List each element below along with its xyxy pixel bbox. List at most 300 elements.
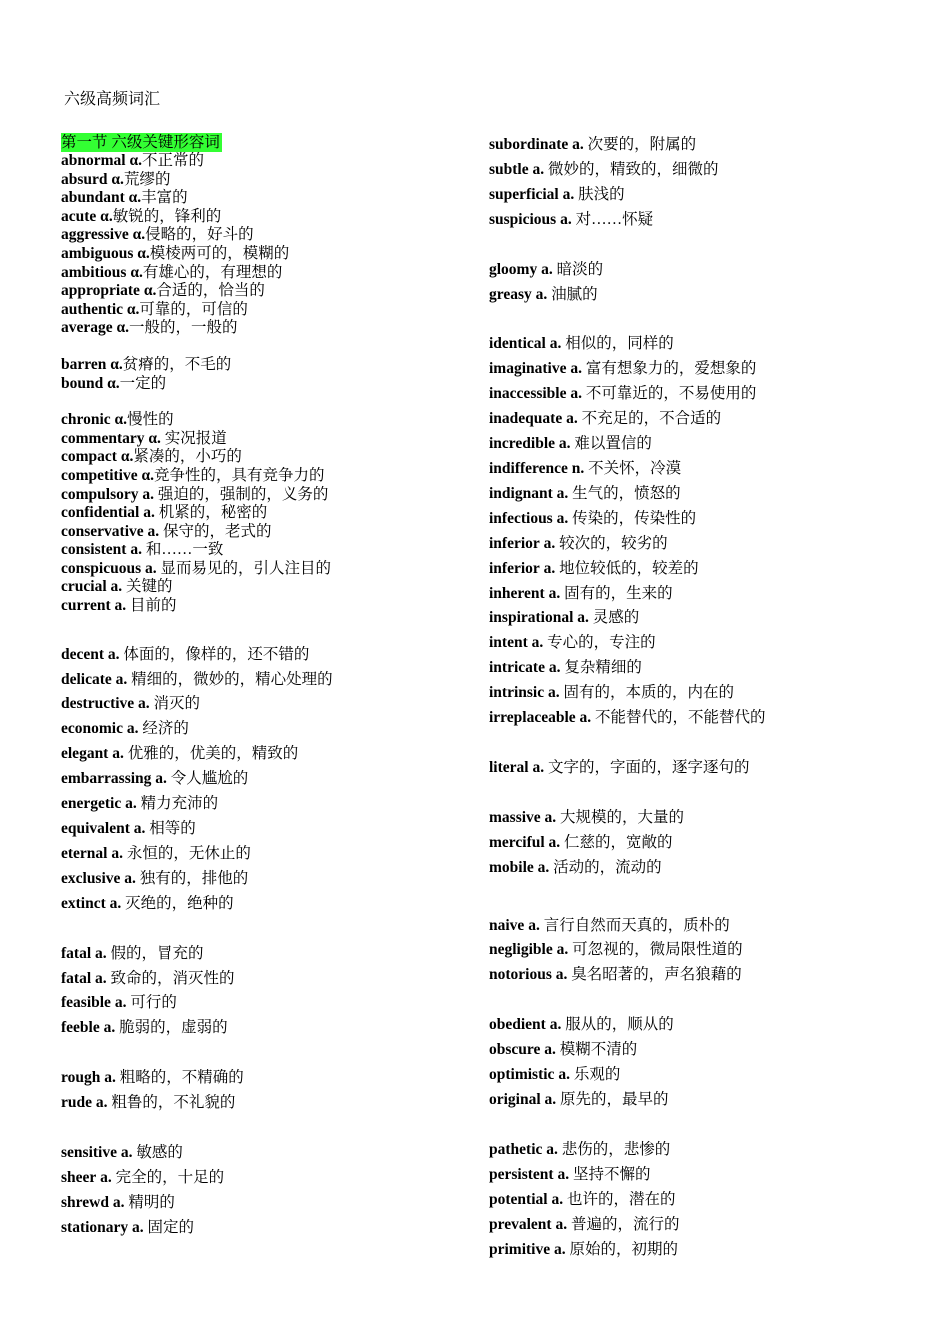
vocab-definition: 显而易见的，引人注目的 xyxy=(156,559,332,577)
vocab-word: ambitious xyxy=(61,263,127,281)
vocab-definition: 贫瘠的，不毛的 xyxy=(122,355,232,373)
vocab-word: subtle xyxy=(489,160,529,178)
vocab-entry xyxy=(61,264,461,283)
part-of-speech: a. xyxy=(110,578,123,596)
part-of-speech: a. xyxy=(570,385,582,403)
vocab-word: economic xyxy=(61,720,123,738)
vocab-word: literal xyxy=(489,758,529,776)
vocab-definition: 强迫的，强制的，义务的 xyxy=(154,485,329,503)
part-of-speech: a. xyxy=(120,1144,133,1162)
vocab-definition: 乐观的 xyxy=(569,1066,621,1084)
vocab-entry xyxy=(489,1138,929,1163)
vocab-definition: 可忽视的，微局限性道的 xyxy=(568,941,743,959)
vocab-entry xyxy=(489,1013,929,1038)
part-of-speech: a. xyxy=(133,820,146,837)
vocab-entry xyxy=(489,357,929,382)
vocab-word: appropriate xyxy=(61,282,140,300)
vocab-definition: 言行自然而天真的，质朴的 xyxy=(539,916,730,934)
vocab-word: ambiguous xyxy=(61,244,134,262)
vocab-entry xyxy=(489,963,929,988)
part-of-speech: a. xyxy=(531,634,544,652)
vocab-entry xyxy=(61,717,461,742)
part-of-speech: a. xyxy=(572,136,584,153)
vocab-word: bound xyxy=(61,374,104,392)
vocab-word: sheer xyxy=(61,1168,97,1186)
part-of-speech: α. xyxy=(126,300,140,318)
part-of-speech: a. xyxy=(570,360,582,378)
vocab-word: original xyxy=(489,1091,541,1108)
vocab-definition: 精细的，微妙的，精心处理的 xyxy=(127,670,333,688)
vocab-entry xyxy=(61,411,461,430)
vocab-definition: 肤浅的 xyxy=(574,185,625,203)
vocab-word: equivalent xyxy=(61,820,130,837)
part-of-speech: a. xyxy=(100,1168,112,1186)
vocab-definition: 传染的，传染性的 xyxy=(568,509,697,527)
part-of-speech: a. xyxy=(558,435,571,453)
vocab-word: embarrassing xyxy=(61,770,152,788)
vocab-definition: 生气的，愤怒的 xyxy=(568,484,681,502)
vocab-entry xyxy=(489,532,929,557)
vocab-entry xyxy=(489,1238,929,1263)
vocab-entry xyxy=(61,792,461,817)
vocab-word: greasy xyxy=(489,285,532,303)
vocab-entry xyxy=(61,1016,461,1041)
vocab-word: chronic xyxy=(61,411,111,429)
vocab-entry xyxy=(489,582,929,607)
part-of-speech: a. xyxy=(558,1066,570,1084)
part-of-speech: a. xyxy=(143,504,155,522)
vocab-entry xyxy=(489,1213,929,1238)
vocab-word: eternal xyxy=(61,844,108,862)
vocab-entry xyxy=(61,245,461,264)
vocab-word: competitive xyxy=(61,466,138,484)
vocab-definition: 活动的，流动的 xyxy=(549,858,662,876)
word-group xyxy=(61,942,461,1042)
vocab-entry xyxy=(61,375,461,394)
vocab-definition: 精明的 xyxy=(124,1193,175,1211)
vocab-entry xyxy=(61,301,461,320)
part-of-speech: a. xyxy=(528,916,540,934)
word-group xyxy=(489,1013,929,1113)
section-heading-row xyxy=(61,133,461,152)
document-title: 六级高频词汇 xyxy=(64,91,161,108)
part-of-speech: α. xyxy=(137,244,150,262)
vocab-entry xyxy=(61,1191,461,1216)
vocab-word: intrinsic xyxy=(489,684,545,702)
vocab-word: mobile xyxy=(489,858,534,876)
word-group xyxy=(489,258,929,308)
vocab-word: gloomy xyxy=(489,260,538,278)
word-group xyxy=(61,411,461,616)
vocab-word: intricate xyxy=(489,659,545,677)
vocab-word: acute xyxy=(61,207,97,225)
vocab-definition: 灵感的 xyxy=(588,609,640,627)
vocab-word: sensitive xyxy=(61,1144,117,1162)
vocab-definition: 较次的，较劣的 xyxy=(555,534,668,552)
part-of-speech: a. xyxy=(546,1140,558,1158)
vocab-word: negligible xyxy=(489,941,553,959)
vocab-definition: 关键的 xyxy=(122,578,173,596)
vocab-word: commentary xyxy=(61,429,145,447)
vocab-definition: 目前的 xyxy=(126,597,177,615)
part-of-speech: a. xyxy=(112,1193,125,1211)
vocab-word: irreplaceable xyxy=(489,709,576,727)
vocab-word: indifference xyxy=(489,459,568,477)
vocab-entry xyxy=(489,938,929,963)
vocab-word: delicate xyxy=(61,670,112,688)
part-of-speech: a. xyxy=(112,745,124,763)
vocab-entry xyxy=(61,486,461,505)
vocab-entry xyxy=(61,692,461,717)
vocab-word: compulsory xyxy=(61,485,139,503)
word-group xyxy=(489,1138,929,1263)
vocab-word: superficial xyxy=(489,185,559,203)
vocab-word: inherent xyxy=(489,584,545,602)
vocab-word: conservative xyxy=(61,522,144,540)
part-of-speech: a. xyxy=(579,709,592,727)
vocab-definition: 敏锐的，锋利的 xyxy=(112,207,222,225)
vocab-entry xyxy=(61,967,461,992)
vocab-definition: 竞争性的，具有竞争力的 xyxy=(154,466,325,484)
vocab-entry xyxy=(61,578,461,597)
vocab-entry xyxy=(489,382,929,407)
vocab-word: abnormal xyxy=(61,152,126,169)
part-of-speech: a. xyxy=(556,484,569,502)
part-of-speech: a. xyxy=(541,260,553,278)
vocab-definition: 和……一致 xyxy=(141,541,224,559)
vocab-definition: 慢性的 xyxy=(127,411,174,429)
vocab-word: imaginative xyxy=(489,360,567,378)
vocab-word: feeble xyxy=(61,1019,100,1037)
vocab-definition: 次要的，附属的 xyxy=(583,136,697,153)
vocab-definition: 敏感的 xyxy=(132,1144,183,1162)
part-of-speech: n. xyxy=(571,459,585,477)
vocab-entry xyxy=(61,152,461,171)
vocab-definition: 机紧的，秘密的 xyxy=(154,504,268,522)
vocab-word: optimistic xyxy=(489,1066,555,1084)
vocab-word: potential xyxy=(489,1190,548,1208)
left-word-groups xyxy=(61,152,461,1241)
vocab-word: inferior xyxy=(489,559,540,577)
vocab-definition: 不关怀，冷漠 xyxy=(584,459,682,477)
vocab-entry xyxy=(61,171,461,190)
word-group xyxy=(61,356,461,393)
part-of-speech: a. xyxy=(544,1041,556,1059)
vocab-entry xyxy=(489,1163,929,1188)
word-group xyxy=(489,133,929,233)
vocab-definition: 难以置信的 xyxy=(570,435,652,453)
part-of-speech: a. xyxy=(138,695,150,713)
vocab-definition: 不正常的 xyxy=(142,152,205,169)
vocab-word: pathetic xyxy=(489,1140,543,1158)
part-of-speech: α. xyxy=(110,355,123,373)
left-column xyxy=(61,133,461,1241)
section-heading: 第一节 六级关键形容词 xyxy=(61,134,220,151)
vocab-entry xyxy=(61,1166,461,1191)
vocab-word: compact xyxy=(61,448,117,466)
vocab-word: inaccessible xyxy=(489,385,567,403)
vocab-definition: 富有想象力的，爱想象的 xyxy=(582,360,757,378)
vocab-word: exclusive xyxy=(61,869,121,887)
vocab-definition: 荒缪的 xyxy=(123,170,171,188)
vocab-entry xyxy=(61,356,461,375)
vocab-definition: 不充足的，不合适的 xyxy=(577,410,722,428)
vocab-entry xyxy=(489,457,929,482)
vocab-definition: 侵略的，好斗的 xyxy=(145,226,254,244)
part-of-speech: a. xyxy=(548,659,561,677)
part-of-speech: α. xyxy=(120,448,134,466)
vocab-entry xyxy=(61,1066,461,1091)
vocab-word: primitive xyxy=(489,1240,551,1258)
vocab-entry xyxy=(61,189,461,208)
vocab-definition: 合适的，恰当的 xyxy=(156,282,265,300)
part-of-speech: a. xyxy=(560,210,572,228)
vocab-definition: 仁慈的，宽敞的 xyxy=(560,833,673,851)
vocab-definition: 固有的，生来的 xyxy=(560,584,673,602)
vocab-word: persistent xyxy=(489,1165,554,1183)
vocab-definition: 假的，冒充的 xyxy=(106,944,204,962)
part-of-speech: a. xyxy=(554,1240,566,1258)
part-of-speech: α. xyxy=(129,152,142,169)
part-of-speech: a. xyxy=(125,795,137,813)
word-group xyxy=(489,806,929,881)
part-of-speech: α. xyxy=(114,411,128,429)
vocab-entry xyxy=(61,742,461,767)
vocab-entry xyxy=(61,1141,461,1166)
vocab-word: suspicious xyxy=(489,210,557,228)
vocab-word: inadequate xyxy=(489,410,563,428)
vocab-word: rude xyxy=(61,1094,92,1112)
vocab-word: destructive xyxy=(61,695,135,713)
part-of-speech: a. xyxy=(549,1016,562,1034)
vocab-entry xyxy=(489,332,929,357)
part-of-speech: a. xyxy=(103,1019,116,1037)
vocab-entry xyxy=(61,767,461,792)
part-of-speech: α. xyxy=(148,429,161,447)
vocab-entry xyxy=(489,482,929,507)
vocab-definition: 令人尴尬的 xyxy=(166,770,249,788)
vocab-word: average xyxy=(61,319,113,337)
vocab-entry xyxy=(61,226,461,245)
vocab-definition: 也许的，潜在的 xyxy=(563,1190,676,1208)
vocab-entry xyxy=(489,756,929,781)
vocab-entry xyxy=(61,867,461,892)
vocab-definition: 原先的，最早的 xyxy=(556,1091,669,1108)
vocab-entry xyxy=(489,133,929,158)
part-of-speech: a. xyxy=(126,720,139,738)
vocab-entry xyxy=(489,283,929,308)
vocab-entry xyxy=(489,631,929,656)
vocab-entry xyxy=(61,942,461,967)
vocab-definition: 复杂精细的 xyxy=(560,659,642,677)
part-of-speech: a. xyxy=(532,160,545,178)
vocab-word: infectious xyxy=(489,509,553,527)
vocab-definition: 粗略的，不精确的 xyxy=(115,1069,244,1087)
part-of-speech: a. xyxy=(555,966,568,984)
vocab-definition: 相等的 xyxy=(145,820,196,837)
vocab-definition: 经济的 xyxy=(138,720,189,738)
part-of-speech: α. xyxy=(107,374,120,392)
vocab-entry xyxy=(489,1063,929,1088)
vocab-word: inspirational xyxy=(489,609,574,627)
part-of-speech: α. xyxy=(111,170,124,188)
vocab-definition: 原始的，初期的 xyxy=(565,1240,679,1258)
vocab-entry xyxy=(61,1091,461,1116)
vocab-definition: 坚持不懈的 xyxy=(569,1165,651,1183)
vocab-word: authentic xyxy=(61,300,123,318)
vocab-definition: 实况报道 xyxy=(160,429,227,447)
vocab-definition: 灭绝的，绝种的 xyxy=(121,894,234,912)
part-of-speech: α. xyxy=(116,319,130,337)
part-of-speech: α. xyxy=(100,207,113,225)
part-of-speech: a. xyxy=(543,559,556,577)
part-of-speech: a. xyxy=(130,541,142,559)
part-of-speech: α. xyxy=(143,282,157,300)
vocab-entry xyxy=(61,842,461,867)
vocab-word: elegant xyxy=(61,745,109,763)
vocab-entry xyxy=(489,258,929,283)
vocab-word: absurd xyxy=(61,170,108,188)
vocab-definition: 相似的，同样的 xyxy=(561,335,674,353)
part-of-speech: a. xyxy=(124,869,136,887)
part-of-speech: a. xyxy=(557,1165,570,1183)
vocab-definition: 模糊不清的 xyxy=(555,1041,638,1059)
vocab-definition: 固有的，本质的，内在的 xyxy=(559,684,735,702)
vocab-entry xyxy=(61,467,461,486)
right-column xyxy=(489,133,929,1262)
right-word-groups xyxy=(489,133,929,1262)
vocab-entry xyxy=(489,1088,929,1113)
part-of-speech: a. xyxy=(551,1190,564,1208)
part-of-speech: a. xyxy=(109,894,122,912)
vocab-word: subordinate xyxy=(489,136,569,153)
vocab-entry xyxy=(61,319,461,338)
part-of-speech: a. xyxy=(566,410,578,428)
vocab-entry xyxy=(61,541,461,560)
part-of-speech: a. xyxy=(111,844,123,862)
vocab-entry xyxy=(61,991,461,1016)
vocab-word: stationary xyxy=(61,1218,129,1236)
vocab-definition: 可靠的，可信的 xyxy=(139,300,248,318)
vocab-word: conspicuous xyxy=(61,559,142,577)
part-of-speech: a. xyxy=(543,534,556,552)
word-group xyxy=(61,152,461,338)
part-of-speech: α. xyxy=(128,189,142,207)
part-of-speech: a. xyxy=(114,597,127,615)
vocab-word: rough xyxy=(61,1069,101,1087)
vocab-word: massive xyxy=(489,808,541,826)
part-of-speech: a. xyxy=(556,509,569,527)
vocab-entry xyxy=(489,681,929,706)
part-of-speech: a. xyxy=(537,858,550,876)
word-group xyxy=(489,914,929,989)
vocab-definition: 专心的，专注的 xyxy=(543,634,656,652)
vocab-entry xyxy=(61,643,461,668)
vocab-entry xyxy=(61,208,461,227)
vocab-word: incredible xyxy=(489,435,556,453)
vocab-word: aggressive xyxy=(61,226,129,244)
part-of-speech: a. xyxy=(577,609,589,627)
part-of-speech: a. xyxy=(535,285,548,303)
vocab-entry xyxy=(489,831,929,856)
vocab-entry xyxy=(61,430,461,449)
vocab-word: confidential xyxy=(61,504,140,522)
part-of-speech: a. xyxy=(548,684,560,702)
vocab-definition: 脆弱的，虚弱的 xyxy=(115,1019,228,1037)
vocab-word: obscure xyxy=(489,1041,541,1059)
part-of-speech: a. xyxy=(548,584,561,602)
vocab-definition: 可行的 xyxy=(126,994,177,1012)
part-of-speech: a. xyxy=(147,522,160,540)
vocab-entry xyxy=(489,432,929,457)
vocab-entry xyxy=(61,448,461,467)
part-of-speech: a. xyxy=(95,944,107,962)
part-of-speech: a. xyxy=(555,1215,568,1233)
part-of-speech: a. xyxy=(114,994,127,1012)
vocab-definition: 不可靠近的，不易使用的 xyxy=(582,385,757,403)
vocab-word: shrewd xyxy=(61,1193,109,1211)
vocab-entry xyxy=(489,407,929,432)
part-of-speech: a. xyxy=(155,770,167,788)
vocab-word: inferior xyxy=(489,534,540,552)
vocab-definition: 暗淡的 xyxy=(552,260,604,278)
vocab-word: feasible xyxy=(61,994,111,1012)
vocab-definition: 模棱两可的，模糊的 xyxy=(149,244,290,262)
vocab-entry xyxy=(489,507,929,532)
vocab-definition: 精力充沛的 xyxy=(136,795,219,813)
vocab-definition: 地位较低的，较差的 xyxy=(555,559,699,577)
vocab-entry xyxy=(489,656,929,681)
vocab-word: barren xyxy=(61,355,107,373)
vocab-definition: 独有的，排他的 xyxy=(135,869,249,887)
vocab-entry xyxy=(489,183,929,208)
part-of-speech: a. xyxy=(142,485,154,503)
part-of-speech: a. xyxy=(562,185,575,203)
vocab-definition: 一定的 xyxy=(119,374,167,392)
vocab-word: decent xyxy=(61,645,105,663)
vocab-entry xyxy=(489,158,929,183)
vocab-definition: 丰富的 xyxy=(141,189,188,207)
vocab-word: abundant xyxy=(61,189,125,207)
vocab-entry xyxy=(489,706,929,731)
part-of-speech: α. xyxy=(130,263,143,281)
vocab-definition: 臭名昭著的，声名狼藉的 xyxy=(567,966,742,984)
vocab-definition: 粗鲁的，不礼貌的 xyxy=(107,1094,236,1112)
vocab-word: identical xyxy=(489,335,546,353)
vocab-word: fatal xyxy=(61,969,92,987)
part-of-speech: a. xyxy=(544,808,557,826)
vocab-definition: 消灭的 xyxy=(149,695,201,713)
vocab-definition: 保守的，老式的 xyxy=(159,522,272,540)
vocab-definition: 服从的，顺从的 xyxy=(561,1016,674,1034)
vocab-definition: 体面的，像样的，还不错的 xyxy=(119,645,310,663)
vocab-word: obedient xyxy=(489,1016,546,1034)
vocab-word: extinct xyxy=(61,894,106,912)
part-of-speech: a. xyxy=(549,335,562,353)
vocab-entry xyxy=(61,668,461,693)
vocab-definition: 永恒的，无休止的 xyxy=(122,844,251,862)
vocab-entry xyxy=(61,282,461,301)
vocab-word: crucial xyxy=(61,578,107,596)
vocab-definition: 微妙的，精致的，细微的 xyxy=(544,160,719,178)
part-of-speech: a. xyxy=(132,1218,144,1236)
vocab-entry xyxy=(61,523,461,542)
vocab-entry xyxy=(489,606,929,631)
vocab-word: notorious xyxy=(489,966,552,984)
word-group xyxy=(489,756,929,781)
vocab-entry xyxy=(489,914,929,939)
vocab-definition: 一般的，一般的 xyxy=(129,319,238,337)
